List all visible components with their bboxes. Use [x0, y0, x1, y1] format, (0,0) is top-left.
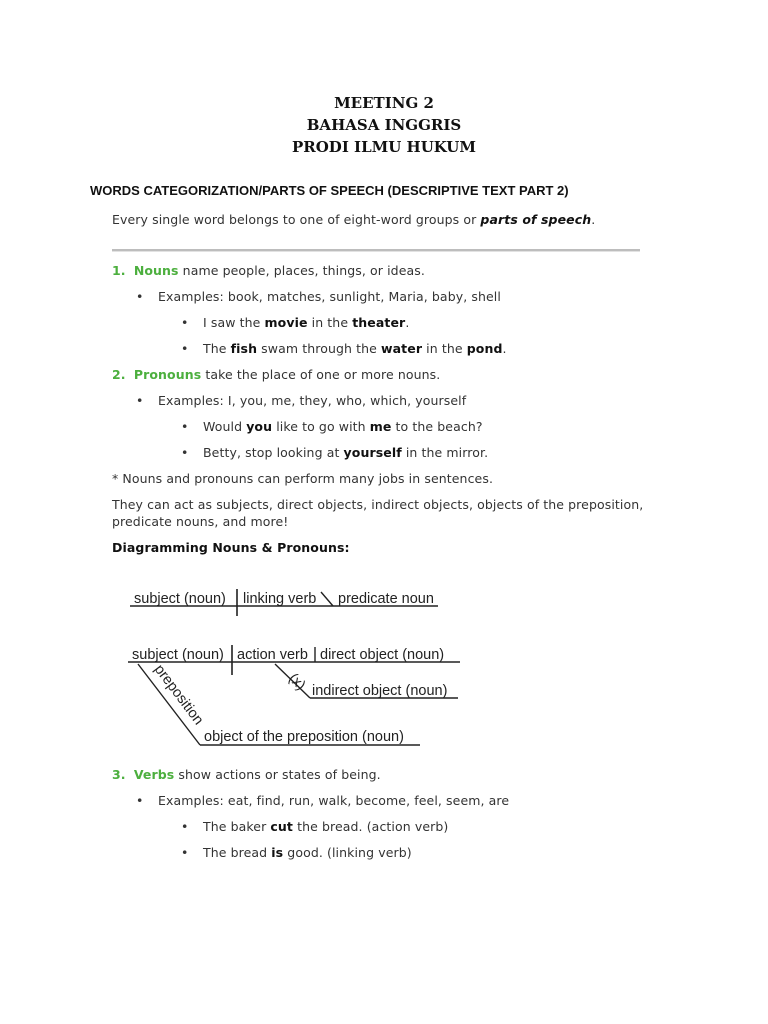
s-part: .	[405, 315, 410, 330]
s-bold: pond	[466, 341, 503, 356]
verbs-term: Verbs	[133, 767, 175, 782]
nouns-number: 1.	[112, 263, 126, 278]
course-title: BAHASA INGGRIS	[306, 116, 462, 134]
paragraph-line-1: They can act as subjects, direct objects, indirect objects, objects of the preposition,	[112, 497, 644, 512]
s-bold: cut	[270, 819, 294, 834]
verbs-number: 3.	[112, 767, 126, 782]
s-part: The baker	[203, 819, 271, 834]
s-bold: movie	[264, 315, 308, 330]
meeting-title: MEETING 2	[334, 94, 434, 112]
s-bold: theater	[352, 315, 406, 330]
s-bold: is	[271, 845, 284, 860]
s-part: swam through the	[257, 341, 381, 356]
pronouns-definition: take the place of one or more nouns.	[201, 367, 441, 382]
verbs-sentence-1	[203, 819, 448, 834]
s-part: in the mirror.	[401, 445, 489, 460]
s-part: Would	[203, 419, 247, 434]
program-title: PRODI ILMU HUKUM	[292, 138, 476, 156]
s-bold: fish	[230, 341, 258, 356]
pronouns-term: Pronouns	[133, 367, 202, 382]
s-part: .	[502, 341, 507, 356]
diagram-heading-text: Diagramming Nouns & Pronouns:	[112, 540, 350, 555]
s-part: The bread	[203, 845, 272, 860]
s-bold: you	[246, 419, 273, 434]
s-part: Betty, stop looking at	[203, 445, 344, 460]
diagram-direct-object-label: direct object (noun)	[320, 647, 445, 663]
sentence-diagram	[120, 575, 480, 755]
s-part: The	[203, 341, 231, 356]
verbs-definition: show actions or states of being.	[174, 767, 381, 782]
diagram-linking-verb-label: linking verb	[243, 591, 317, 607]
s-part: in the	[422, 341, 467, 356]
nouns-definition: name people, places, things, or ideas.	[178, 263, 425, 278]
s-part: good. (linking verb)	[283, 845, 412, 860]
diagram-predicate-noun-label: predicate noun	[338, 591, 434, 607]
s-part: I saw the	[203, 315, 265, 330]
diagram-backslash	[321, 592, 333, 606]
nouns-term: Nouns	[133, 263, 179, 278]
nouns-item	[112, 263, 425, 278]
pronouns-item	[112, 367, 440, 382]
s-part: in the	[307, 315, 353, 330]
intro-text	[112, 212, 595, 227]
intro-end: .	[591, 212, 596, 227]
verbs-item	[112, 767, 381, 782]
pronouns-sentence-2	[203, 445, 488, 460]
s-part: to the beach?	[391, 419, 483, 434]
note-text: * Nouns and pronouns can perform many jobs in sentences.	[112, 471, 494, 486]
diagram-indirect-object-label: indirect object (noun)	[312, 683, 448, 699]
diagram-heading	[112, 540, 350, 555]
s-bold: yourself	[343, 445, 402, 460]
verbs-sentence-2	[203, 845, 412, 860]
section-heading: WORDS CATEGORIZATION/PARTS OF SPEECH (DESCRIPTIVE TEXT PART 2)	[90, 183, 569, 198]
diagram-object-of-preposition-label: object of the preposition (noun)	[204, 729, 404, 745]
diagram-x-mark: (x)	[285, 670, 309, 694]
verbs-examples: • Examples: eat, find, run, walk, become, feel, seem, are	[158, 793, 509, 808]
pronouns-sentence-1	[203, 419, 483, 434]
pronouns-number: 2.	[112, 367, 126, 382]
pronouns-examples: • Examples: I, you, me, they, who, which, yourself	[158, 393, 466, 408]
diagram-preposition-label: preposition	[150, 661, 207, 729]
s-bold: me	[369, 419, 392, 434]
horizontal-divider	[112, 249, 640, 252]
s-part: the bread. (action verb)	[293, 819, 449, 834]
intro-text-body: Every single word belongs to one of eight-word groups or	[112, 212, 481, 227]
intro-emphasis: parts of speech	[480, 212, 592, 227]
nouns-sentence-2	[203, 341, 507, 356]
paragraph-line-2: predicate nouns, and more!	[112, 514, 289, 529]
nouns-sentence-1	[203, 315, 409, 330]
diagram-subject2-label: subject (noun)	[132, 647, 224, 663]
diagram-action-verb-label: action verb	[237, 647, 308, 663]
nouns-examples: • Examples: book, matches, sunlight, Maria, baby, shell	[158, 289, 501, 304]
s-part: like to go with	[272, 419, 370, 434]
s-bold: water	[381, 341, 423, 356]
diagram-subject-label: subject (noun)	[134, 591, 226, 607]
